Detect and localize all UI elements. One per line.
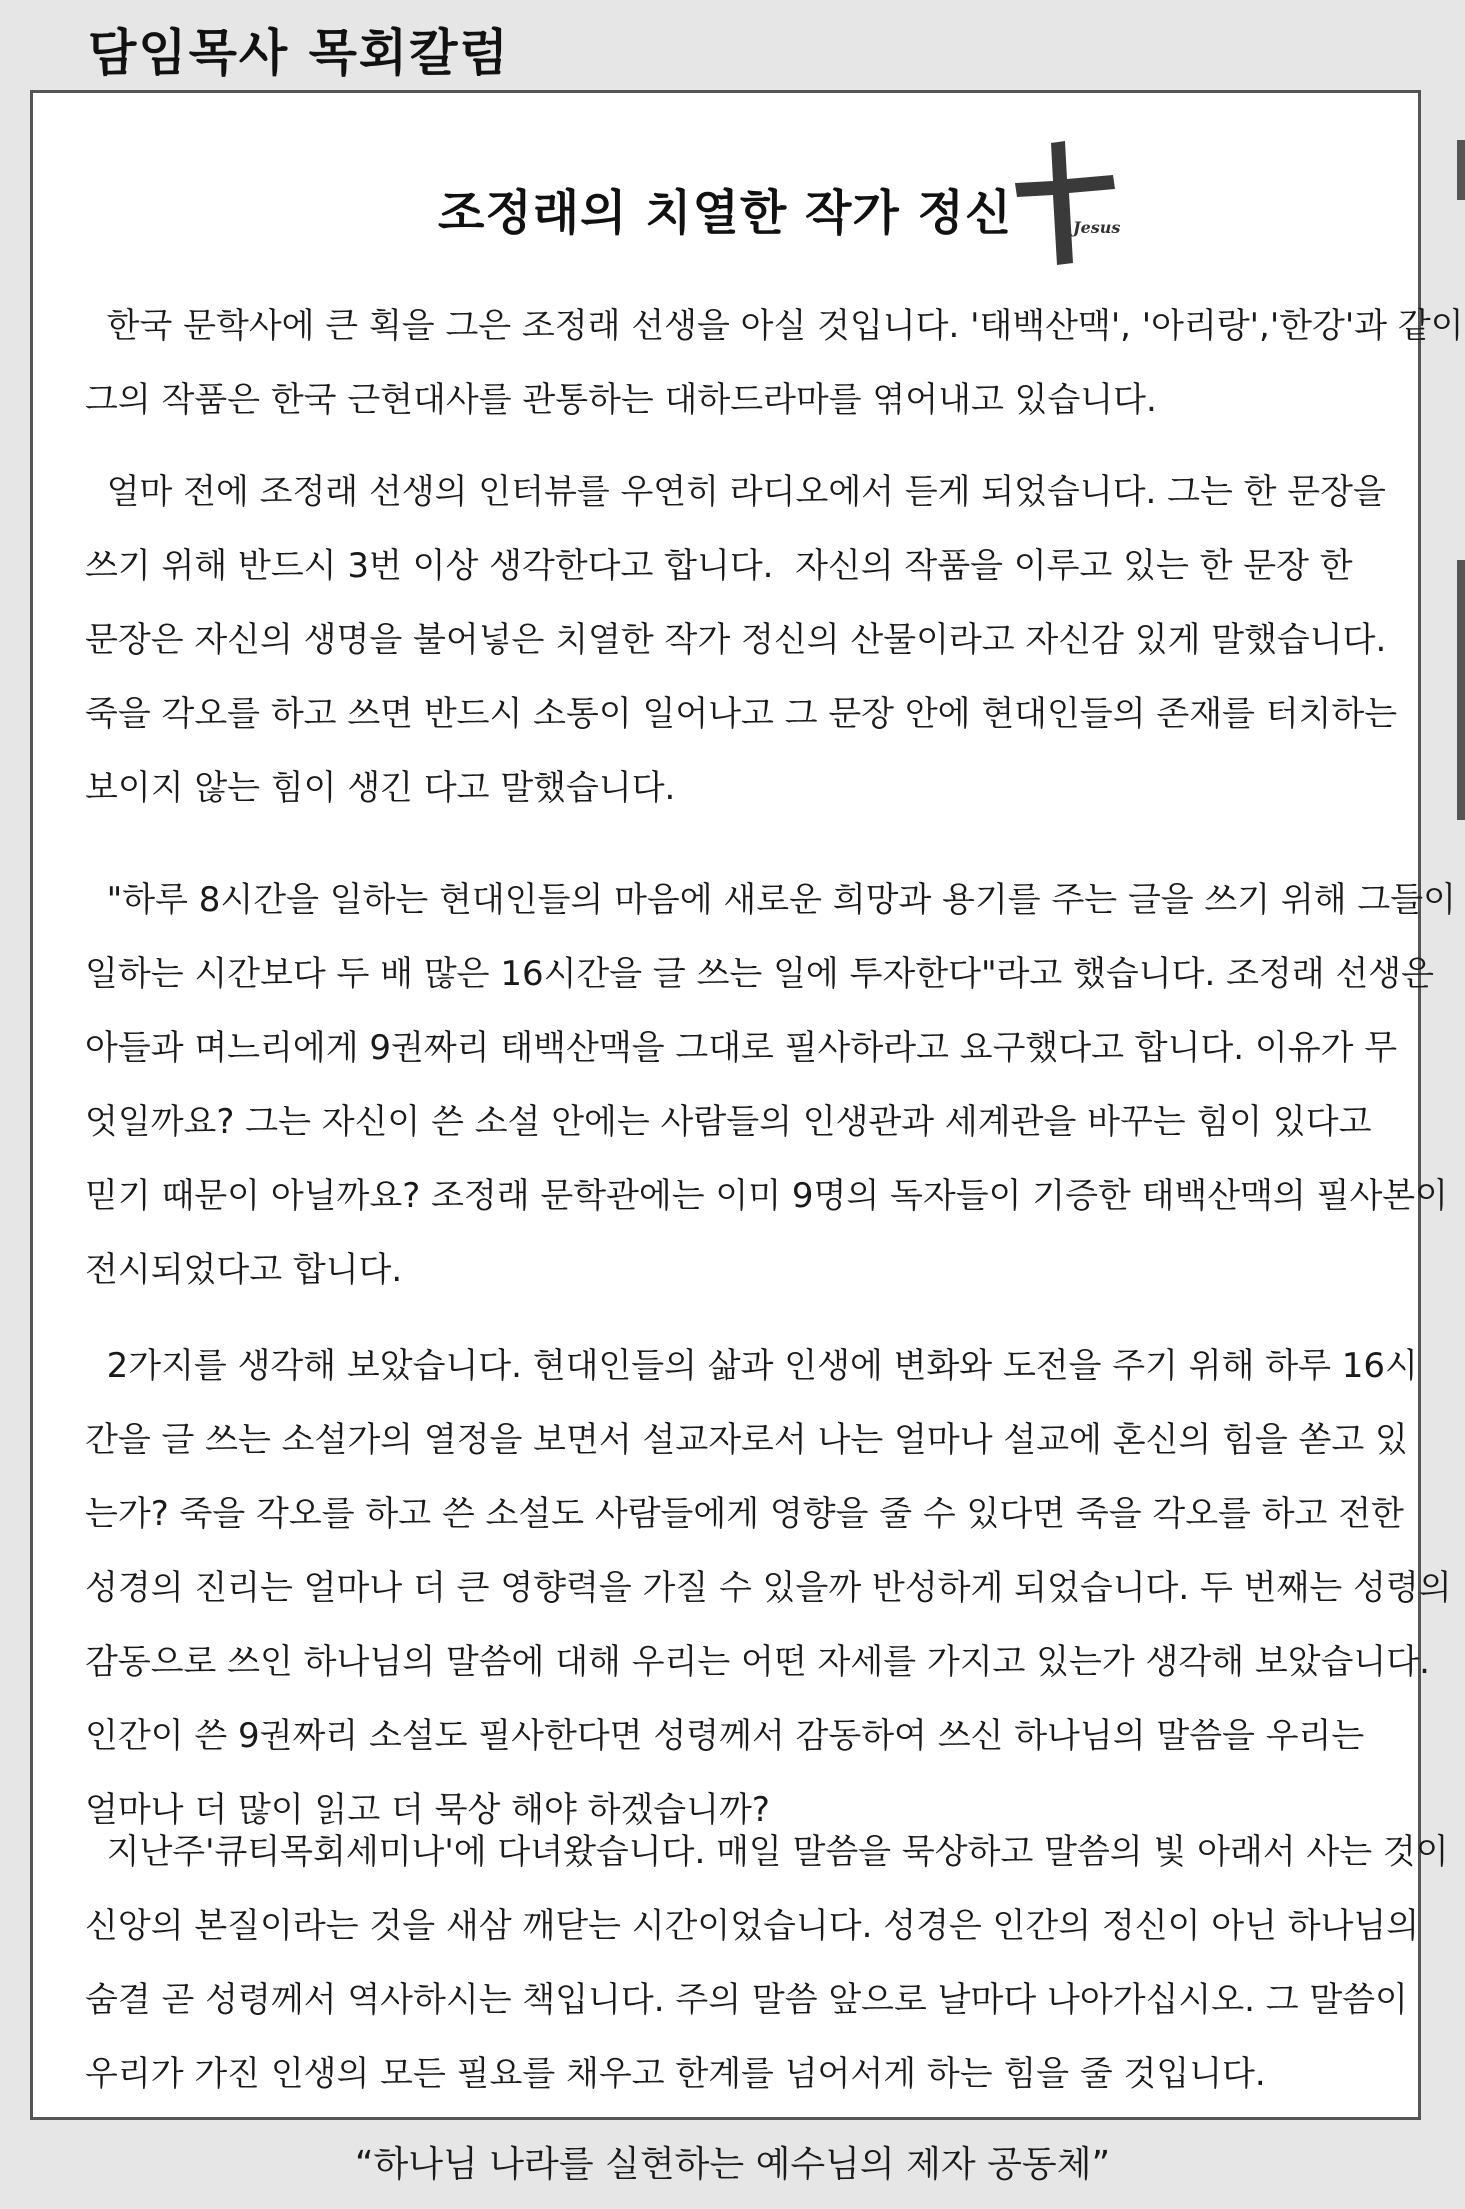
paragraph-line: 지난주'큐티목회세미나'에 다녀왔습니다. 매일 말씀을 묵상하고 말씀의 빛 아래서 사는 것이 — [85, 1832, 1449, 1872]
paragraph-line: 얼마나 더 많이 읽고 더 묵상 해야 하겠습니까? — [85, 1790, 770, 1830]
paragraph-1 — [85, 289, 1464, 437]
right-edge-strip — [1457, 560, 1465, 820]
paragraph-line: 우리가 가진 인생의 모든 필요를 채우고 한계를 넘어서게 하는 힘을 줄 것입니다. — [85, 2054, 1266, 2094]
paragraph-line: 인간이 쓴 9권짜리 소설도 필사한다면 성령께서 감동하여 쓰신 하나님의 말씀을 우리는 — [85, 1716, 1365, 1756]
paragraph-line: 죽을 각오를 하고 쓰면 반드시 소통이 일어나고 그 문장 안에 현대인들의 존재를 터치하는 — [85, 694, 1398, 734]
paragraph-line: 숨결 곧 성령께서 역사하시는 책입니다. 주의 말씀 앞으로 날마다 나아가십시오. 그 말씀이 — [85, 1980, 1408, 2020]
paragraph-line: 신앙의 본질이라는 것을 새삼 깨닫는 시간이었습니다. 성경은 인간의 정신이 아닌 하나님의 — [85, 1906, 1420, 1946]
paragraph-line: 그의 작품은 한국 근현대사를 관통하는 대하드라마를 엮어내고 있습니다. — [85, 380, 1157, 420]
paragraph-line: 일하는 시간보다 두 배 많은 16시간을 글 쓰는 일에 투자한다"라고 했습니다. 조정래 선생은 — [85, 954, 1434, 994]
jesus-logo-text: Jesus — [1073, 218, 1121, 237]
paragraph-line: 성경의 진리는 얼마나 더 큰 영향력을 가질 수 있을까 반성하게 되었습니다. 두 번째는 성령의 — [85, 1568, 1452, 1608]
paragraph-line: 엇일까요? 그는 자신이 쓴 소설 안에는 사람들의 인생관과 세계관을 바꾸는 힘이 있다고 — [85, 1102, 1372, 1142]
paragraph-line: 아들과 며느리에게 9권짜리 태백산맥을 그대로 필사하라고 요구했다고 합니다. 이유가 무 — [85, 1028, 1398, 1068]
column-title: 조정래의 치열한 작가 정신 — [438, 185, 1013, 241]
paragraph-5 — [85, 1815, 1449, 2111]
paragraph-line: 문장은 자신의 생명을 불어넣은 치열한 작가 정신의 산물이라고 자신감 있게 말했습니다. — [85, 620, 1387, 660]
paragraph-line: 보이지 않는 힘이 생긴 다고 말했습니다. — [85, 768, 676, 808]
paragraph-line: 는가? 죽을 각오를 하고 쓴 소설도 사람들에게 영향을 줄 수 있다면 죽을 각오를 하고 전한 — [85, 1494, 1404, 1534]
column-box — [30, 90, 1464, 2120]
paragraph-line: 감동으로 쓰인 하나님의 말씀에 대해 우리는 어떤 자세를 가지고 있는가 생각해 보았습니다. — [85, 1642, 1430, 1682]
right-edge-strip — [1457, 140, 1465, 200]
paragraph-3 — [85, 863, 1456, 1307]
paragraph-line: 전시되었다고 합니다. — [85, 1250, 403, 1290]
footer-motto: “하나님 나라를 실현하는 예수님의 제자 공동체” — [354, 2144, 1111, 2185]
cross-icon — [1013, 139, 1143, 269]
paragraph-line: 믿기 때문이 아닐까요? 조정래 문학관에는 이미 9명의 독자들이 기증한 태백산맥의 필사본이 — [85, 1176, 1448, 1216]
paragraph-line: "하루 8시간을 일하는 현대인들의 마음에 새로운 희망과 용기를 주는 글을 쓰기 위해 그들이 — [85, 880, 1456, 920]
paragraph-4 — [85, 1329, 1452, 1847]
section-header: 담임목사 목회칼럼 — [88, 24, 510, 82]
paragraph-line: 쓰기 위해 반드시 3번 이상 생각한다고 합니다. 자신의 작품을 이루고 있는 한 문장 한 — [85, 546, 1353, 586]
column-title-row — [33, 139, 1418, 269]
paragraph-line: 얼마 전에 조정래 선생의 인터뷰를 우연히 라디오에서 듣게 되었습니다. 그는 한 문장을 — [85, 472, 1386, 512]
paragraph-line: 간을 글 쓰는 소설가의 열정을 보면서 설교자로서 나는 얼마나 설교에 혼신의 힘을 쏟고 있 — [85, 1420, 1408, 1460]
paragraph-2 — [85, 455, 1425, 825]
paragraph-line: 한국 문학사에 큰 획을 그은 조정래 선생을 아실 것입니다. '태백산맥', '아리랑','한강'과 같이 — [85, 306, 1464, 346]
paragraph-line: 2가지를 생각해 보았습니다. 현대인들의 삶과 인생에 변화와 도전을 주기 위해 하루 16시 — [85, 1346, 1418, 1386]
